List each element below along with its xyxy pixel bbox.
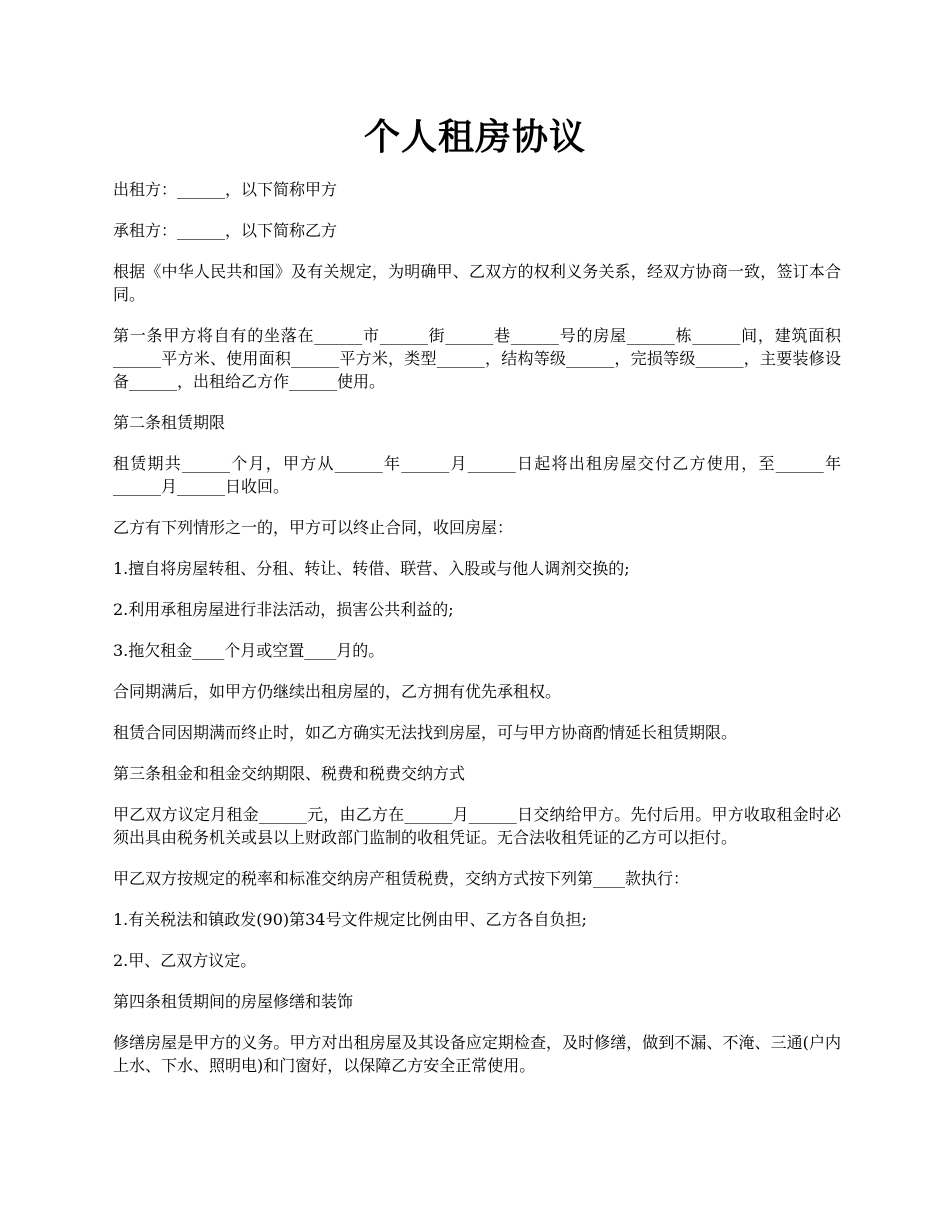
list-item-termination-3: 3.拖欠租金____个月或空置____月的。 xyxy=(113,641,385,660)
paragraph-lease-term: 租赁期共______个月，甲方从______年______月______日起将出租房屋交付乙方使用，至______年______月______日收回。 xyxy=(113,454,841,496)
paragraph-tax-intro: 甲乙双方按规定的税率和标准交纳房产租赁税费，交纳方式按下列第____款执行： xyxy=(113,869,690,888)
paragraph-article-1: 第一条甲方将自有的坐落在______市______街______巷______号的房屋______栋______间，建筑面积______平方米、使用面积______平方米，类型______，结构等级______，完损等级______，主要装修设备______，出租给乙方作______使用。 xyxy=(113,326,841,391)
paragraph-repair-duty: 修缮房屋是甲方的义务。甲方对出租房屋及其设备应定期检查，及时修缮，做到不漏、不淹、三通(户内上水、下水、照明电)和门窗好，以保障乙方安全正常使用。 xyxy=(113,1033,841,1075)
heading-article-4: 第四条租赁期间的房屋修缮和装饰 xyxy=(113,992,354,1011)
paragraph-preamble: 根据《中华人民共和国》及有关规定，为明确甲、乙双方的权利义务关系，经双方协商一致，签订本合同。 xyxy=(113,262,841,304)
heading-article-3: 第三条租金和租金交纳期限、税费和税费交纳方式 xyxy=(113,764,466,783)
heading-article-2: 第二条租赁期限 xyxy=(113,413,226,432)
paragraph-lessee: 承租方：______，以下简称乙方 xyxy=(113,221,338,240)
paragraph-rent-payment: 甲乙双方议定月租金______元，由乙方在______月______日交纳给甲方。先付后用。甲方收取租金时必须出具由税务机关或县以上财政部门监制的收租凭证。无合法收租凭证的乙方可以拒付。 xyxy=(113,805,841,847)
list-item-termination-2: 2.利用承租房屋进行非法活动，损害公共利益的; xyxy=(113,600,454,619)
paragraph-termination-intro: 乙方有下列情形之一的，甲方可以终止合同，收回房屋： xyxy=(113,518,514,537)
paragraph-extension: 租赁合同因期满而终止时，如乙方确实无法找到房屋，可与甲方协商酌情延长租赁期限。 xyxy=(113,723,738,742)
document-body xyxy=(113,178,841,1095)
paragraph-renewal-priority: 合同期满后，如甲方仍继续出租房屋的，乙方拥有优先承租权。 xyxy=(113,682,562,701)
list-item-termination-1: 1.擅自将房屋转租、分租、转让、转借、联营、入股或与他人调剂交换的; xyxy=(113,559,630,578)
document-title: 个人租房协议 xyxy=(363,116,586,158)
list-item-tax-1: 1.有关税法和镇政发(90)第34号文件规定比例由甲、乙方各自负担; xyxy=(113,910,587,929)
list-item-tax-2: 2.甲、乙双方议定。 xyxy=(113,951,257,970)
paragraph-lessor: 出租方：______，以下简称甲方 xyxy=(113,180,338,199)
